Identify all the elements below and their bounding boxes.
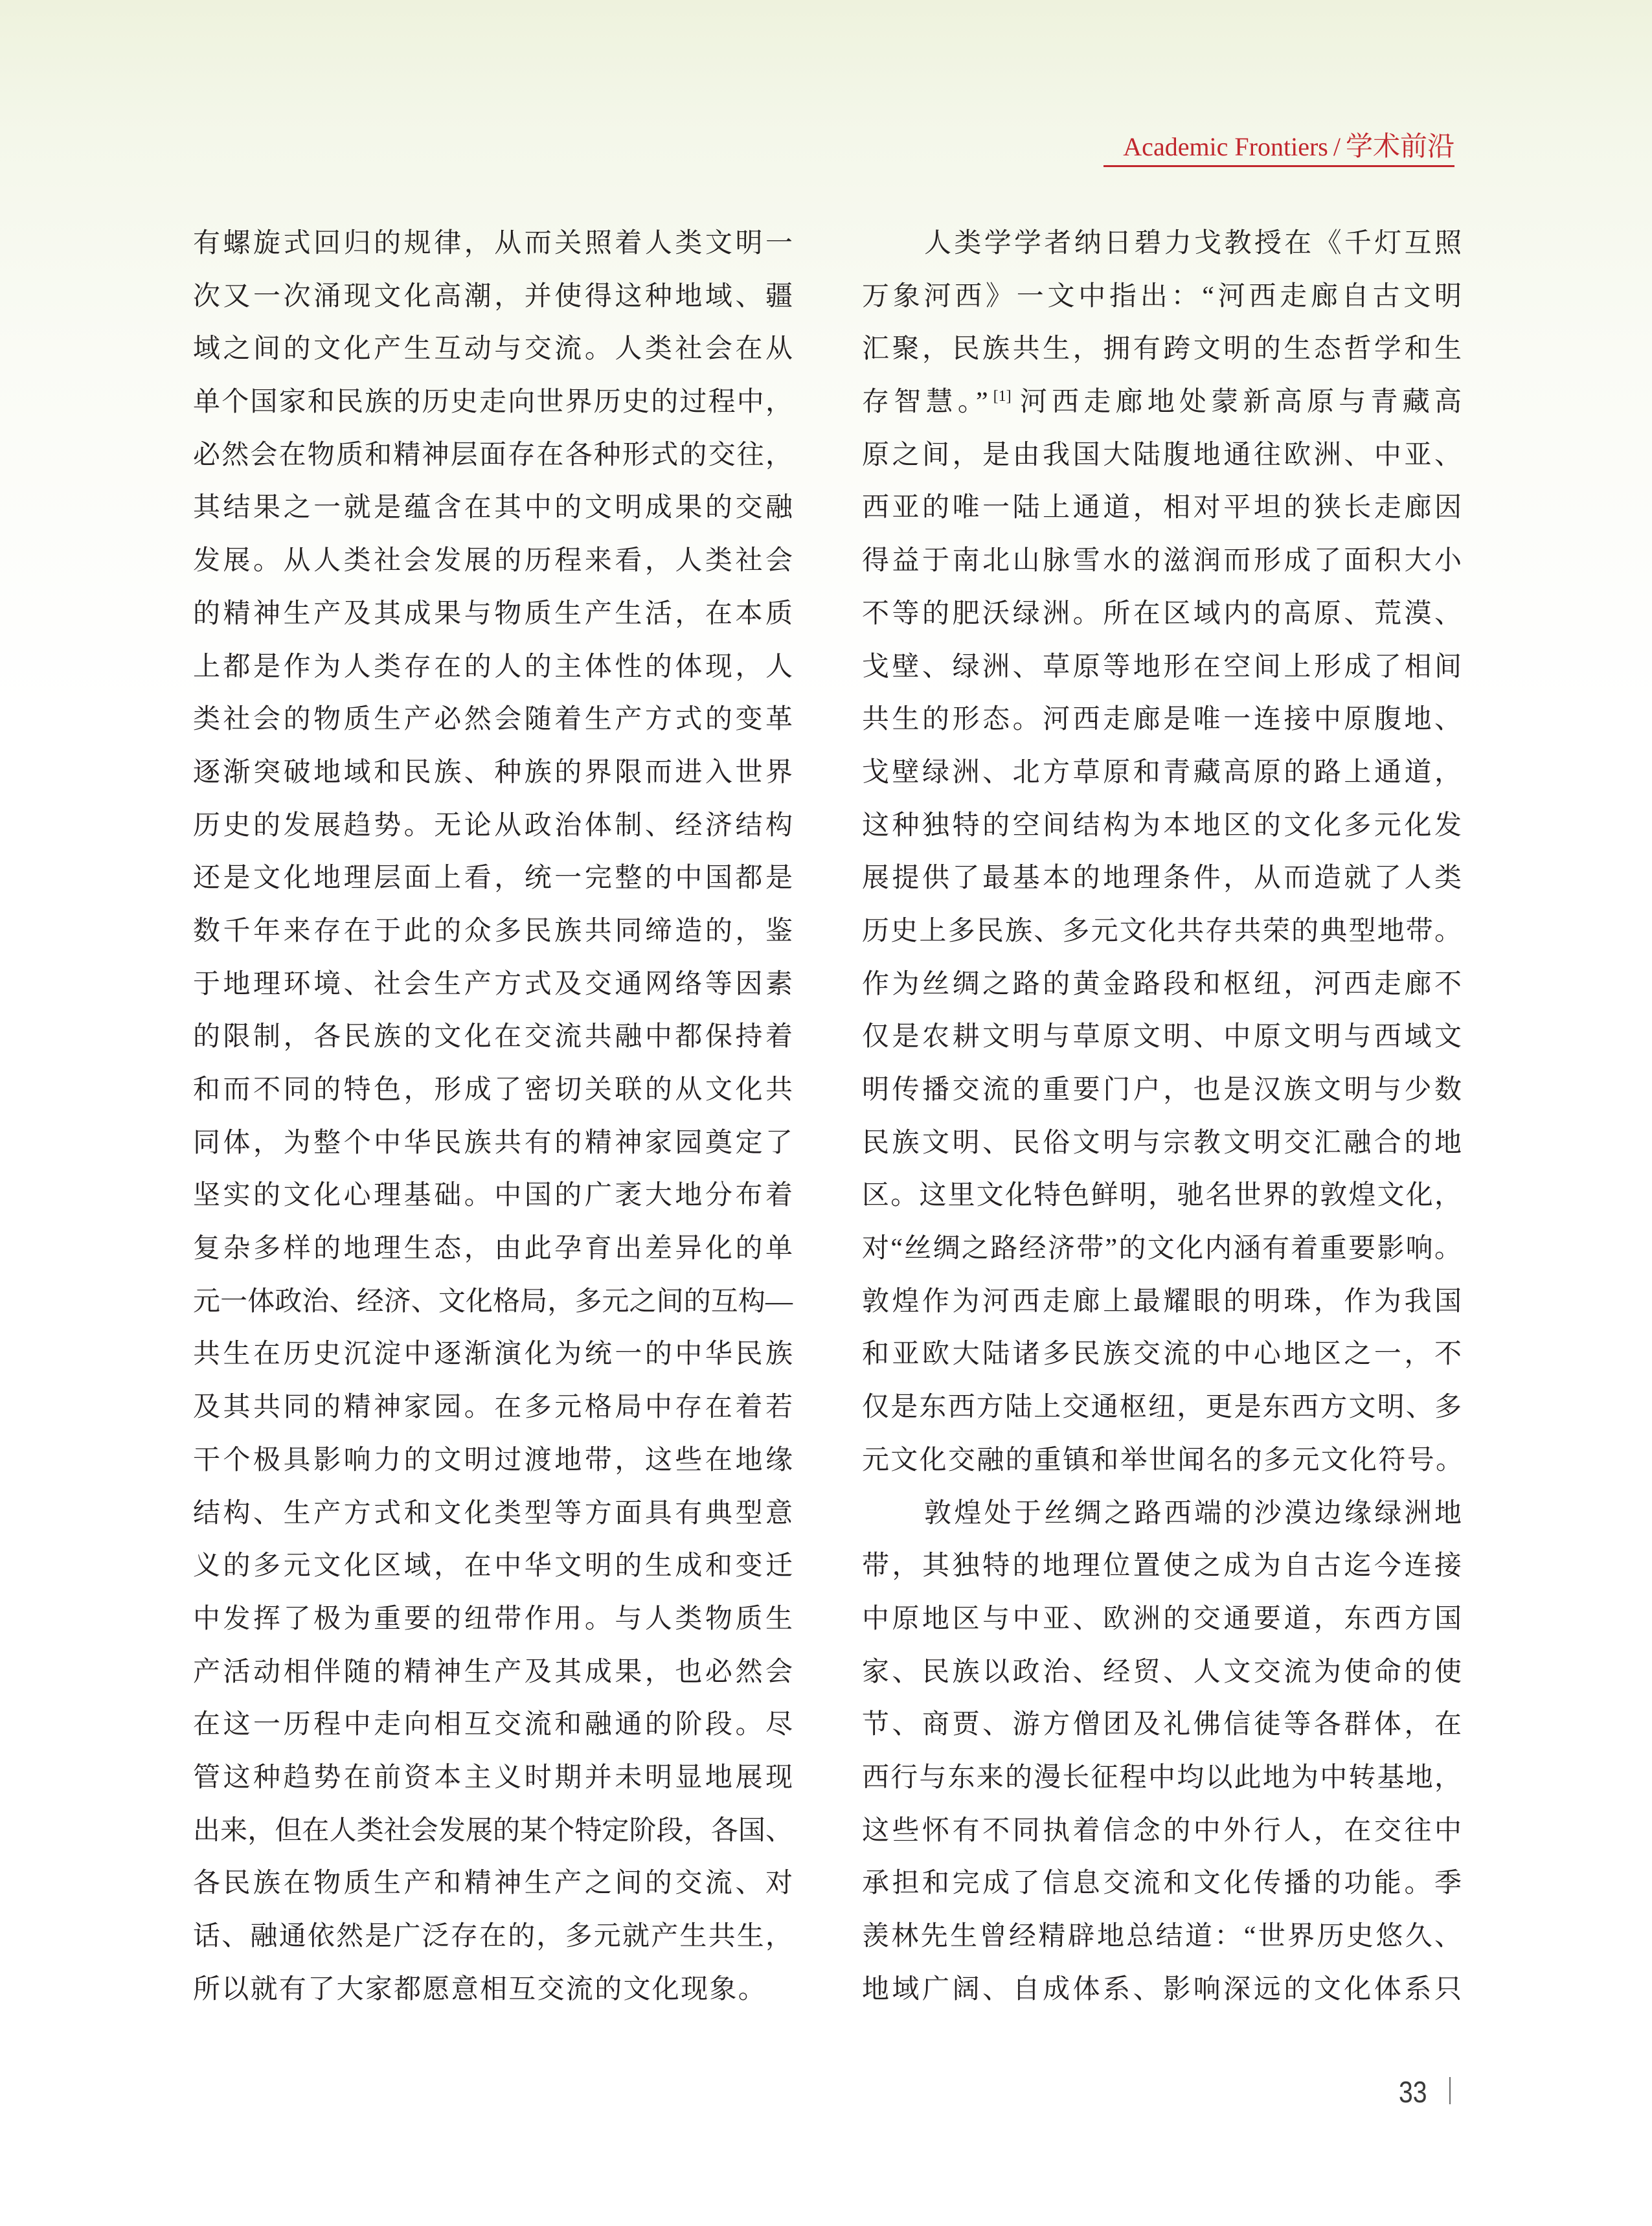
text-line: 发展。从人类社会发展的历程来看，人类社会 — [193, 546, 793, 576]
text-line: 上都是作为人类存在的人的主体性的体现，人 — [193, 652, 793, 682]
text-line: 对“丝绸之路经济带”的文化内涵有着重要影响。 — [862, 1234, 1462, 1264]
text-line: 在这一历程中走向相互交流和融通的阶段。尽 — [193, 1710, 793, 1740]
text-column-left — [193, 218, 793, 2016]
text-line: 于地理环境、社会生产方式及交通网络等因素 — [193, 969, 793, 999]
text-line: 还是文化地理层面上看，统一完整的中国都是 — [193, 863, 793, 894]
text-line: 同体，为整个中华民族共有的精神家园奠定了 — [193, 1128, 793, 1158]
text-line: 元一体政治、经济、文化格局，多元之间的互构— — [193, 1286, 793, 1317]
text-line: 义的多元文化区域，在中华文明的生成和变迁 — [193, 1551, 793, 1582]
text-line: 的限制，各民族的文化在交流共融中都保持着 — [193, 1022, 793, 1052]
text-line: 域之间的文化产生互动与交流。人类社会在从 — [193, 334, 793, 365]
text-line: 敦煌处于丝绸之路西端的沙漠边缘绿洲地 — [924, 1498, 1462, 1528]
text-line: 万象河西》一文中指出：“河西走廊自古文明 — [862, 281, 1462, 312]
text-line: 共生的形态。河西走廊是唯一连接中原腹地、 — [862, 705, 1462, 735]
journal-title-zh: 学术前沿 — [1345, 132, 1454, 162]
text-line: 戈壁绿洲、北方草原和青藏高原的路上通道， — [862, 757, 1462, 788]
text-line: 这些怀有不同执着信念的中外行人，在交往中 — [862, 1815, 1462, 1846]
text-line: 所以就有了大家都愿意相互交流的文化现象。 — [193, 1974, 767, 2005]
page-number-divider — [1449, 2077, 1451, 2104]
text-line: 结构、生产方式和文化类型等方面具有典型意 — [193, 1498, 793, 1528]
text-line: 及其共同的精神家园。在多元格局中存在着若 — [193, 1392, 793, 1423]
text-line: 其结果之一就是蕴含在其中的文明成果的交融 — [193, 493, 793, 523]
text-line: 不等的肥沃绿洲。所在区域内的高原、荒漠、 — [862, 598, 1462, 629]
text-segment: 存智慧。” — [862, 387, 988, 418]
paragraph — [862, 1488, 1462, 2017]
text-line: 明传播交流的重要门户，也是汉族文明与少数 — [862, 1075, 1462, 1105]
text-line: 地域广阔、自成体系、影响深远的文化体系只 — [862, 1974, 1462, 2005]
text-line: 仅是农耕文明与草原文明、中原文明与西域文 — [862, 1022, 1462, 1052]
text-line: 复杂多样的地理生态，由此孕育出差异化的单 — [193, 1234, 793, 1264]
text-line: 话、融通依然是广泛存在的，多元就产生共生， — [193, 1922, 793, 1951]
text-line: 各民族在物质生产和精神生产之间的交流、对 — [193, 1868, 793, 1899]
text-line: 单个国家和民族的历史走向世界历史的过程中， — [193, 387, 793, 418]
text-line: 历史的发展趋势。无论从政治体制、经济结构 — [193, 810, 793, 841]
text-segment: 河西走廊地处蒙新高原与青藏高 — [1015, 387, 1462, 418]
text-line: 和亚欧大陆诸多民族交流的中心地区之一，不 — [862, 1339, 1462, 1370]
text-line: 仅是东西方陆上交通枢纽，更是东西方文明、多 — [862, 1392, 1462, 1423]
text-line: 逐渐突破地域和民族、种族的界限而进入世界 — [193, 757, 793, 788]
text-line: 作为丝绸之路的黄金路段和枢纽，河西走廊不 — [862, 969, 1462, 999]
page-number: 33 — [1399, 2075, 1427, 2109]
text-line: 承担和完成了信息交流和文化传播的功能。季 — [862, 1868, 1462, 1899]
text-line: 次又一次涌现文化高潮，并使得这种地域、疆 — [193, 281, 793, 312]
running-header — [1103, 131, 1454, 167]
text-line: 原之间，是由我国大陆腹地通往欧洲、中亚、 — [862, 440, 1462, 470]
text-line: 得益于南北山脉雪水的滋润而形成了面积大小 — [862, 546, 1462, 576]
text-line: 类社会的物质生产必然会随着生产方式的变革 — [193, 705, 793, 735]
journal-title-en: Academic Frontiers — [1123, 132, 1328, 161]
text-line: 中原地区与中亚、欧洲的交通要道，东西方国 — [862, 1604, 1462, 1634]
citation-reference: [1] — [993, 388, 1012, 405]
text-line: 中发挥了极为重要的纽带作用。与人类物质生 — [193, 1604, 793, 1634]
text-line: 数千年来存在于此的众多民族共同缔造的，鉴 — [193, 916, 793, 946]
text-line: 西行与东来的漫长征程中均以此地为中转基地， — [862, 1762, 1462, 1793]
text-line: 的精神生产及其成果与物质生产生活，在本质 — [193, 598, 793, 629]
text-column-right — [862, 218, 1465, 2016]
text-line: 有螺旋式回归的规律，从而关照着人类文明一 — [193, 229, 793, 258]
text-line: 元文化交融的重镇和举世闻名的多元文化符号。 — [862, 1445, 1465, 1475]
text-line: 民族文明、民俗文明与宗教文明交汇融合的地 — [862, 1128, 1462, 1158]
text-line: 管这种趋势在前资本主义时期并未明显地展现 — [193, 1762, 793, 1793]
text-line: 干个极具影响力的文明过渡地带，这些在地缘 — [193, 1445, 793, 1475]
text-line: 产活动相伴随的精神生产及其成果，也必然会 — [193, 1657, 793, 1687]
text-line: 羡林先生曾经精辟地总结道：“世界历史悠久、 — [862, 1922, 1462, 1951]
text-line: 共生在历史沉淀中逐渐演化为统一的中华民族 — [193, 1339, 793, 1370]
text-line: 汇聚，民族共生，拥有跨文明的生态哲学和生 — [862, 334, 1462, 365]
text-line: 出来，但在人类社会发展的某个特定阶段，各国、 — [193, 1815, 793, 1846]
text-line: 节、商贾、游方僧团及礼佛信徒等各群体，在 — [862, 1710, 1462, 1740]
text-line: 历史上多民族、多元文化共存共荣的典型地带。 — [862, 916, 1462, 946]
text-line: 西亚的唯一陆上通道，相对平坦的狭长走廊因 — [862, 493, 1462, 523]
header-separator: / — [1333, 132, 1341, 161]
text-line: 和而不同的特色，形成了密切关联的从文化共 — [193, 1075, 793, 1105]
text-line: 带，其独特的地理位置使之成为自古迄今连接 — [862, 1551, 1462, 1582]
paragraph — [193, 218, 793, 2016]
paragraph — [862, 218, 1465, 1488]
text-line: 必然会在物质和精神层面存在各种形式的交往， — [193, 440, 793, 470]
text-line: 坚实的文化心理基础。中国的广袤大地分布着 — [193, 1181, 793, 1211]
text-line: 这种独特的空间结构为本地区的文化多元化发 — [862, 810, 1462, 841]
text-line — [862, 376, 1462, 429]
text-line: 敦煌作为河西走廊上最耀眼的明珠，作为我国 — [862, 1286, 1462, 1317]
text-line: 区。这里文化特色鲜明，驰名世界的敦煌文化， — [862, 1181, 1462, 1211]
text-line: 戈壁、绿洲、草原等地形在空间上形成了相间 — [862, 652, 1462, 682]
text-line: 人类学学者纳日碧力戈教授在《千灯互照 — [924, 229, 1462, 258]
text-line: 展提供了最基本的地理条件，从而造就了人类 — [862, 863, 1462, 894]
text-line: 家、民族以政治、经贸、人文交流为使命的使 — [862, 1657, 1462, 1687]
